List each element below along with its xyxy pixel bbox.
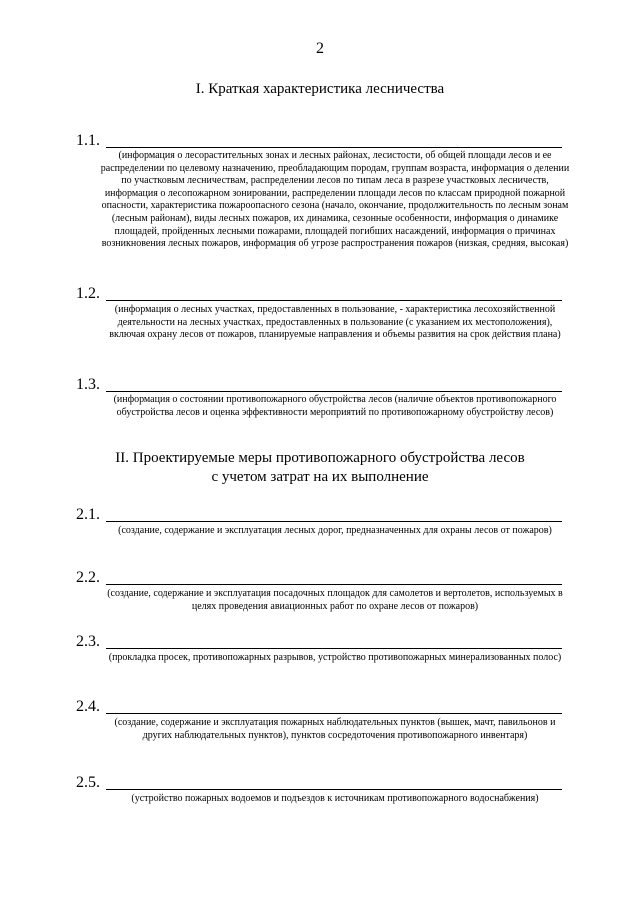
item-number: 1.3. (76, 376, 100, 393)
fill-line (106, 584, 562, 585)
fill-line (106, 713, 562, 714)
section-2-title-line-1: II. Проектируемые меры противопожарного обустройства лесов (115, 450, 525, 466)
item-note: (создание, содержание и эксплуатация посадочных площадок для самолетов и вертолетов, используемых в целях проведения авиационных работ по охране лесов от пожаров) (107, 588, 563, 612)
page-number: 2 (316, 40, 324, 57)
item-note: (информация о лесорастительных зонах и лесных районах, лесистости, об общей площади лесов и ее распределении по целевому назначению, преобладающим породам, группам возраста, информация о делении по участковым лесничествам, распределении лесов по типам леса в разрезе участковых лесничеств, информация о лесопожарном зонировании, распределении площади лесов по классам природной пожарной опасности, характеристика пожароопасного сезона (начало, окончание, продолжительность по лесным зонам (лесным районам), виды лесных пожаров, их динамика, сезонные особенности, информация о динамике площадей, пройденных лесными пожарами, площадей погибших насаждений, информация о причинах возникновения лесных пожаров, информация об угрозе распространения пожаров (низкая, средняя, высокая) (100, 150, 570, 250)
fill-line (106, 147, 562, 148)
fill-line (106, 789, 562, 790)
item-note: (информация о состоянии противопожарного обустройства лесов (наличие объектов противопожарного обустройства лесов и оценка эффективности мероприятий по противопожарному обустройству лесов) (113, 394, 557, 418)
item-note: (создание, содержание и эксплуатация лесных дорог, предназначенных для охраны лесов от пожаров) (118, 525, 552, 536)
fill-line (106, 300, 562, 301)
section-2-title-line-2: с учетом затрат на их выполнение (211, 469, 429, 485)
item-note: (создание, содержание и эксплуатация пожарных наблюдательных пунктов (вышек, мачт, павильонов и других наблюдательных пунктов), пунктов сосредоточения противопожарного инвентаря) (114, 717, 556, 741)
section-1-title: I. Краткая характеристика лесничества (195, 81, 445, 97)
item-number: 2.5. (76, 774, 100, 791)
item-number: 1.1. (76, 132, 100, 149)
item-number: 2.3. (76, 633, 100, 650)
item-number: 1.2. (76, 285, 100, 302)
fill-line (106, 648, 562, 649)
item-note: (информация о лесных участках, предоставленных в пользование, - характеристика лесохозяйственной деятельности на лесных участках, предоставленных в пользование (с указанием их местоположения), включая охрану лесов от пожаров, планируемые направления и объемы развития на срок действия плана) (109, 304, 561, 341)
item-number: 2.4. (76, 698, 100, 715)
item-number: 2.1. (76, 506, 100, 523)
item-note: (прокладка просек, противопожарных разрывов, устройство противопожарных минерализованных полос) (108, 652, 562, 663)
fill-line (106, 391, 562, 392)
fill-line (106, 521, 562, 522)
item-note: (устройство пожарных водоемов и подъездов к источникам противопожарного водоснабжения) (131, 793, 539, 804)
item-number: 2.2. (76, 569, 100, 586)
